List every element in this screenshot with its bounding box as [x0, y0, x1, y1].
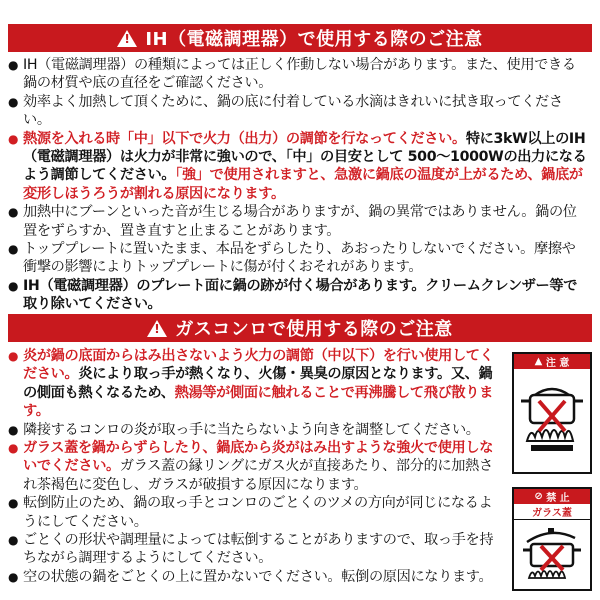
- bullet: ●: [8, 496, 19, 511]
- note-text: 空の状態の鍋をごとくの上に置かないでください。転倒の原因になります。: [23, 568, 493, 585]
- bullet: ●: [8, 242, 19, 257]
- note-text: IH（電磁調理器）の種類によっては正しく作動しない場合があります。また、使用できる鍋の材質や底の直径をご確認ください。: [23, 57, 576, 92]
- bullet: ●: [8, 441, 19, 456]
- caution-label: [514, 354, 590, 369]
- bullet: ●: [8, 569, 19, 584]
- ih-section-header: [8, 24, 592, 52]
- ih-section-title: IH（電磁調理器）で使用する際のご注意: [145, 29, 483, 50]
- list-item: [8, 531, 502, 568]
- note-text: 隣接するコンロの炎が取っ手に当たらないよう向きを調整してください。: [23, 421, 480, 438]
- pot-flame-prohibited-icon: [517, 371, 587, 467]
- note-text: ごとくの形状や調理量によっては転倒することがありますので、取っ手を持ちながら調理するようにしてください。: [23, 532, 494, 567]
- note-text: トッププレートに置いたまま、本品をずらしたり、あおったりしないでください。摩擦や衝撃の影響によりトッププレートに傷が付くおそれがあります。: [23, 241, 576, 276]
- prohibit-mark-icon: ⊘: [534, 491, 543, 502]
- prohibit-illustration: [512, 487, 592, 591]
- bold-text: 炎により取っ手が熱くなり、火傷・異臭の原因となります。又、鍋の側面も熱くなるため、: [23, 366, 493, 401]
- warning-text: 熱湯等が側面に触れることで再沸騰して飛び散ります。: [23, 384, 493, 420]
- note-text: IH（電磁調理器）のプレート面に鍋の跡が付く場合があります。クリームクレンザー等で取り除いてください。: [23, 277, 578, 313]
- list-item: [8, 130, 588, 204]
- bullet: ●: [8, 278, 19, 293]
- caution-triangle-icon: ▲: [534, 356, 543, 367]
- bullet: ●: [8, 94, 19, 109]
- bold-text: 特に3kW以上のIH（電磁調理器）は火力が非常に強いので、「中」の目安として 500〜1000Wの出力になるよう調節してください。: [23, 130, 587, 184]
- gas-section-header: [8, 314, 592, 342]
- bullet: ●: [8, 131, 19, 146]
- list-item: [8, 439, 502, 494]
- caution-illustration: [512, 352, 592, 474]
- plain-text: ガラス蓋の縁リングにガス火が直接あたり、部分的に加熱され茶褐色に変色し、ガラスが破損する原因になります。: [23, 458, 493, 493]
- prohibit-sublabel: ガラス蓋: [514, 504, 590, 520]
- note-text: 効率よく加熱して頂くために、鍋の底に付着している水滴はきれいに拭き取ってください。: [23, 93, 563, 129]
- note-text: 加熱中にブーンといった音が生じる場合がありますが、鍋の異常ではありません。鍋の位置をずらすか、置き直すと止まることがあります。: [23, 204, 577, 239]
- list-item: [8, 568, 502, 586]
- bullet: ●: [8, 422, 19, 437]
- note-text: [23, 347, 502, 421]
- gas-notes-list: [8, 347, 502, 586]
- prohibit-label-text: 禁 止: [546, 493, 570, 504]
- caution-label-text: 注 意: [545, 358, 570, 369]
- list-item: [8, 203, 588, 240]
- warning-text: ガラス蓋を鍋からずらしたり、鍋底から炎がはみ出すような強火で使用しないでください。: [23, 440, 494, 475]
- list-item: [8, 277, 588, 314]
- note-text: [23, 439, 502, 494]
- bullet: ●: [8, 349, 19, 363]
- warning-text: 炎が鍋の底面からはみ出さないよう火力の調節（中以下）を行い使用してください。: [23, 348, 494, 383]
- gas-section-title: ガスコンロで使用する際のご注意: [175, 319, 453, 340]
- list-item: [8, 56, 588, 93]
- bullet: ●: [8, 205, 19, 220]
- list-item: [8, 240, 588, 277]
- note-text: [23, 130, 588, 204]
- bullet: ●: [8, 58, 19, 72]
- bullet: ●: [8, 533, 19, 548]
- warning-triangle-icon: [117, 30, 137, 47]
- prohibit-label: [514, 489, 590, 504]
- warning-text: 「強」で使用されますと、急激に鍋底の温度が上がるため、鍋底が変形しほうろうが割れる原因になります。: [23, 167, 583, 202]
- ih-notes-list: [8, 56, 588, 314]
- list-item: [8, 494, 502, 531]
- glass-lid-prohibited-icon: [517, 522, 587, 584]
- list-item: [8, 421, 502, 439]
- warning-text: 熱源を入れる時「中」以下で火力（出力）の調節を行なってください。: [23, 130, 466, 147]
- warning-triangle-icon: [147, 320, 167, 337]
- list-item: [8, 347, 502, 421]
- list-item: [8, 93, 588, 130]
- note-text: 転倒防止のため、鍋の取っ手とコンロのごとくのツメの方向が同じになるようにしてください。: [23, 495, 493, 530]
